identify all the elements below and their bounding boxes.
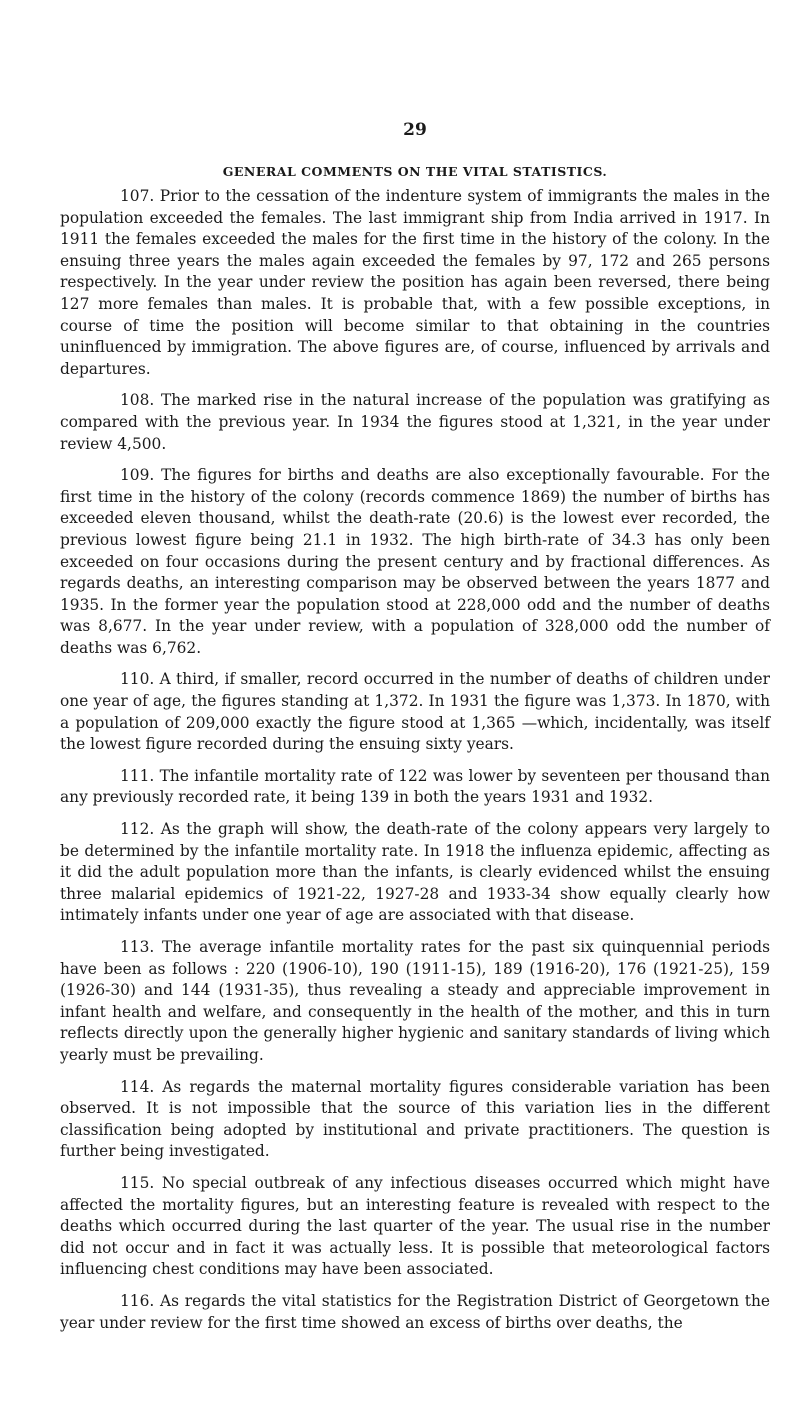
paragraph-108: 108. The marked rise in the natural increase of the population was gratifying as compared with the previous year. In 1934 the figures stood at 1,321, in the year under review 4,500. [60, 391, 770, 453]
paragraph-114: 114. As regards the maternal mortality figures considerable variation has been observed. It is not impossible that the source of this variation lies in the different classification being adopted by institutional and private practitioners. The question is further being investigated. [60, 1077, 770, 1161]
paragraph-113: 113. The average infantile mortality rates for the past six quinquennial periods have been as follows : 220 (1906-10), 190 (1911-15), 189 (1916-20), 176 (1921-25), 159 (1926-30) and 144 (1931-35), thus revealing a steady and appreciable improvement in infant health and welfare, and consequently in the health of the mother, and this in turn reflects directly upon the generally higher hygienic and sanitary standards of living which yearly must be prevailing. [60, 938, 770, 1064]
paragraph-112: 112. As the graph will show, the death-rate of the colony appears very largely to be determined by the infantile mortality rate. In 1918 the influenza epidemic, affecting as it did the adult population more than the infants, is clearly evidenced whilst the ensuing three malarial epidemics of 1921-22, 1927-28 and 1933-34 show equally clearly how intimately infants under one year of age are associated with that disease. [60, 820, 770, 925]
page-number: 29 [403, 120, 427, 140]
paragraph-111: 111. The infantile mortality rate of 122 was lower by seventeen per thousand than any previously recorded rate, it being 139 in both the years 1931 and 1932. [60, 766, 770, 807]
document-body [60, 186, 770, 1344]
paragraph-109: 109. The figures for births and deaths are also exceptionally favourable. For the first time in the history of the colony (records commence 1869) the number of births has exceeded eleven thousand, whilst the death-rate (20.6) is the lowest ever recorded, the previous lowest figure being 21.1 in 1932. The high birth-rate of 34.3 has only been exceeded on four occasions during the present century and by fractional differences. As regards deaths, an interesting comparison may be observed between the years 1877 and 1935. In the former year the population stood at 228,000 odd and the number of deaths was 8,677. In the year under review, with a population of 328,000 odd the number of deaths was 6,762. [60, 466, 770, 657]
section-heading: GENERAL COMMENTS ON THE VITAL STATISTICS. [222, 164, 608, 179]
paragraph-116: 116. As regards the vital statistics for the Registration District of Georgetown the year under review for the first time showed an excess of births over deaths, the [60, 1291, 770, 1332]
paragraph-110: 110. A third, if smaller, record occurred in the number of deaths of children under one year of age, the figures standing at 1,372. In 1931 the figure was 1,373. In 1870, with a population of 209,000 exactly the figure stood at 1,365 —which, incidentally, was itself the lowest figure recorded during the ensuing sixty years. [60, 670, 770, 754]
paragraph-107: 107. Prior to the cessation of the indenture system of immigrants the males in the population exceeded the females. The last immigrant ship from India arrived in 1917. In 1911 the females exceeded the males for the first time in the history of the colony. In the ensuing three years the males again exceeded the females by 97, 172 and 265 persons respectively. In the year under review the position has again been reversed, there being 127 more females than males. It is probable that, with a few possible exceptions, in course of time the position will become similar to that obtaining in the countries uninfluenced by immigration. The above figures are, of course, influenced by arrivals and departures. [60, 187, 770, 378]
paragraph-115: 115. No special outbreak of any infectious diseases occurred which might have affected the mortality figures, but an interesting feature is revealed with respect to the deaths which occurred during the last quarter of the year. The usual rise in the number did not occur and in fact it was actually less. It is possible that meteorological factors influencing chest conditions may have been associated. [60, 1173, 770, 1279]
